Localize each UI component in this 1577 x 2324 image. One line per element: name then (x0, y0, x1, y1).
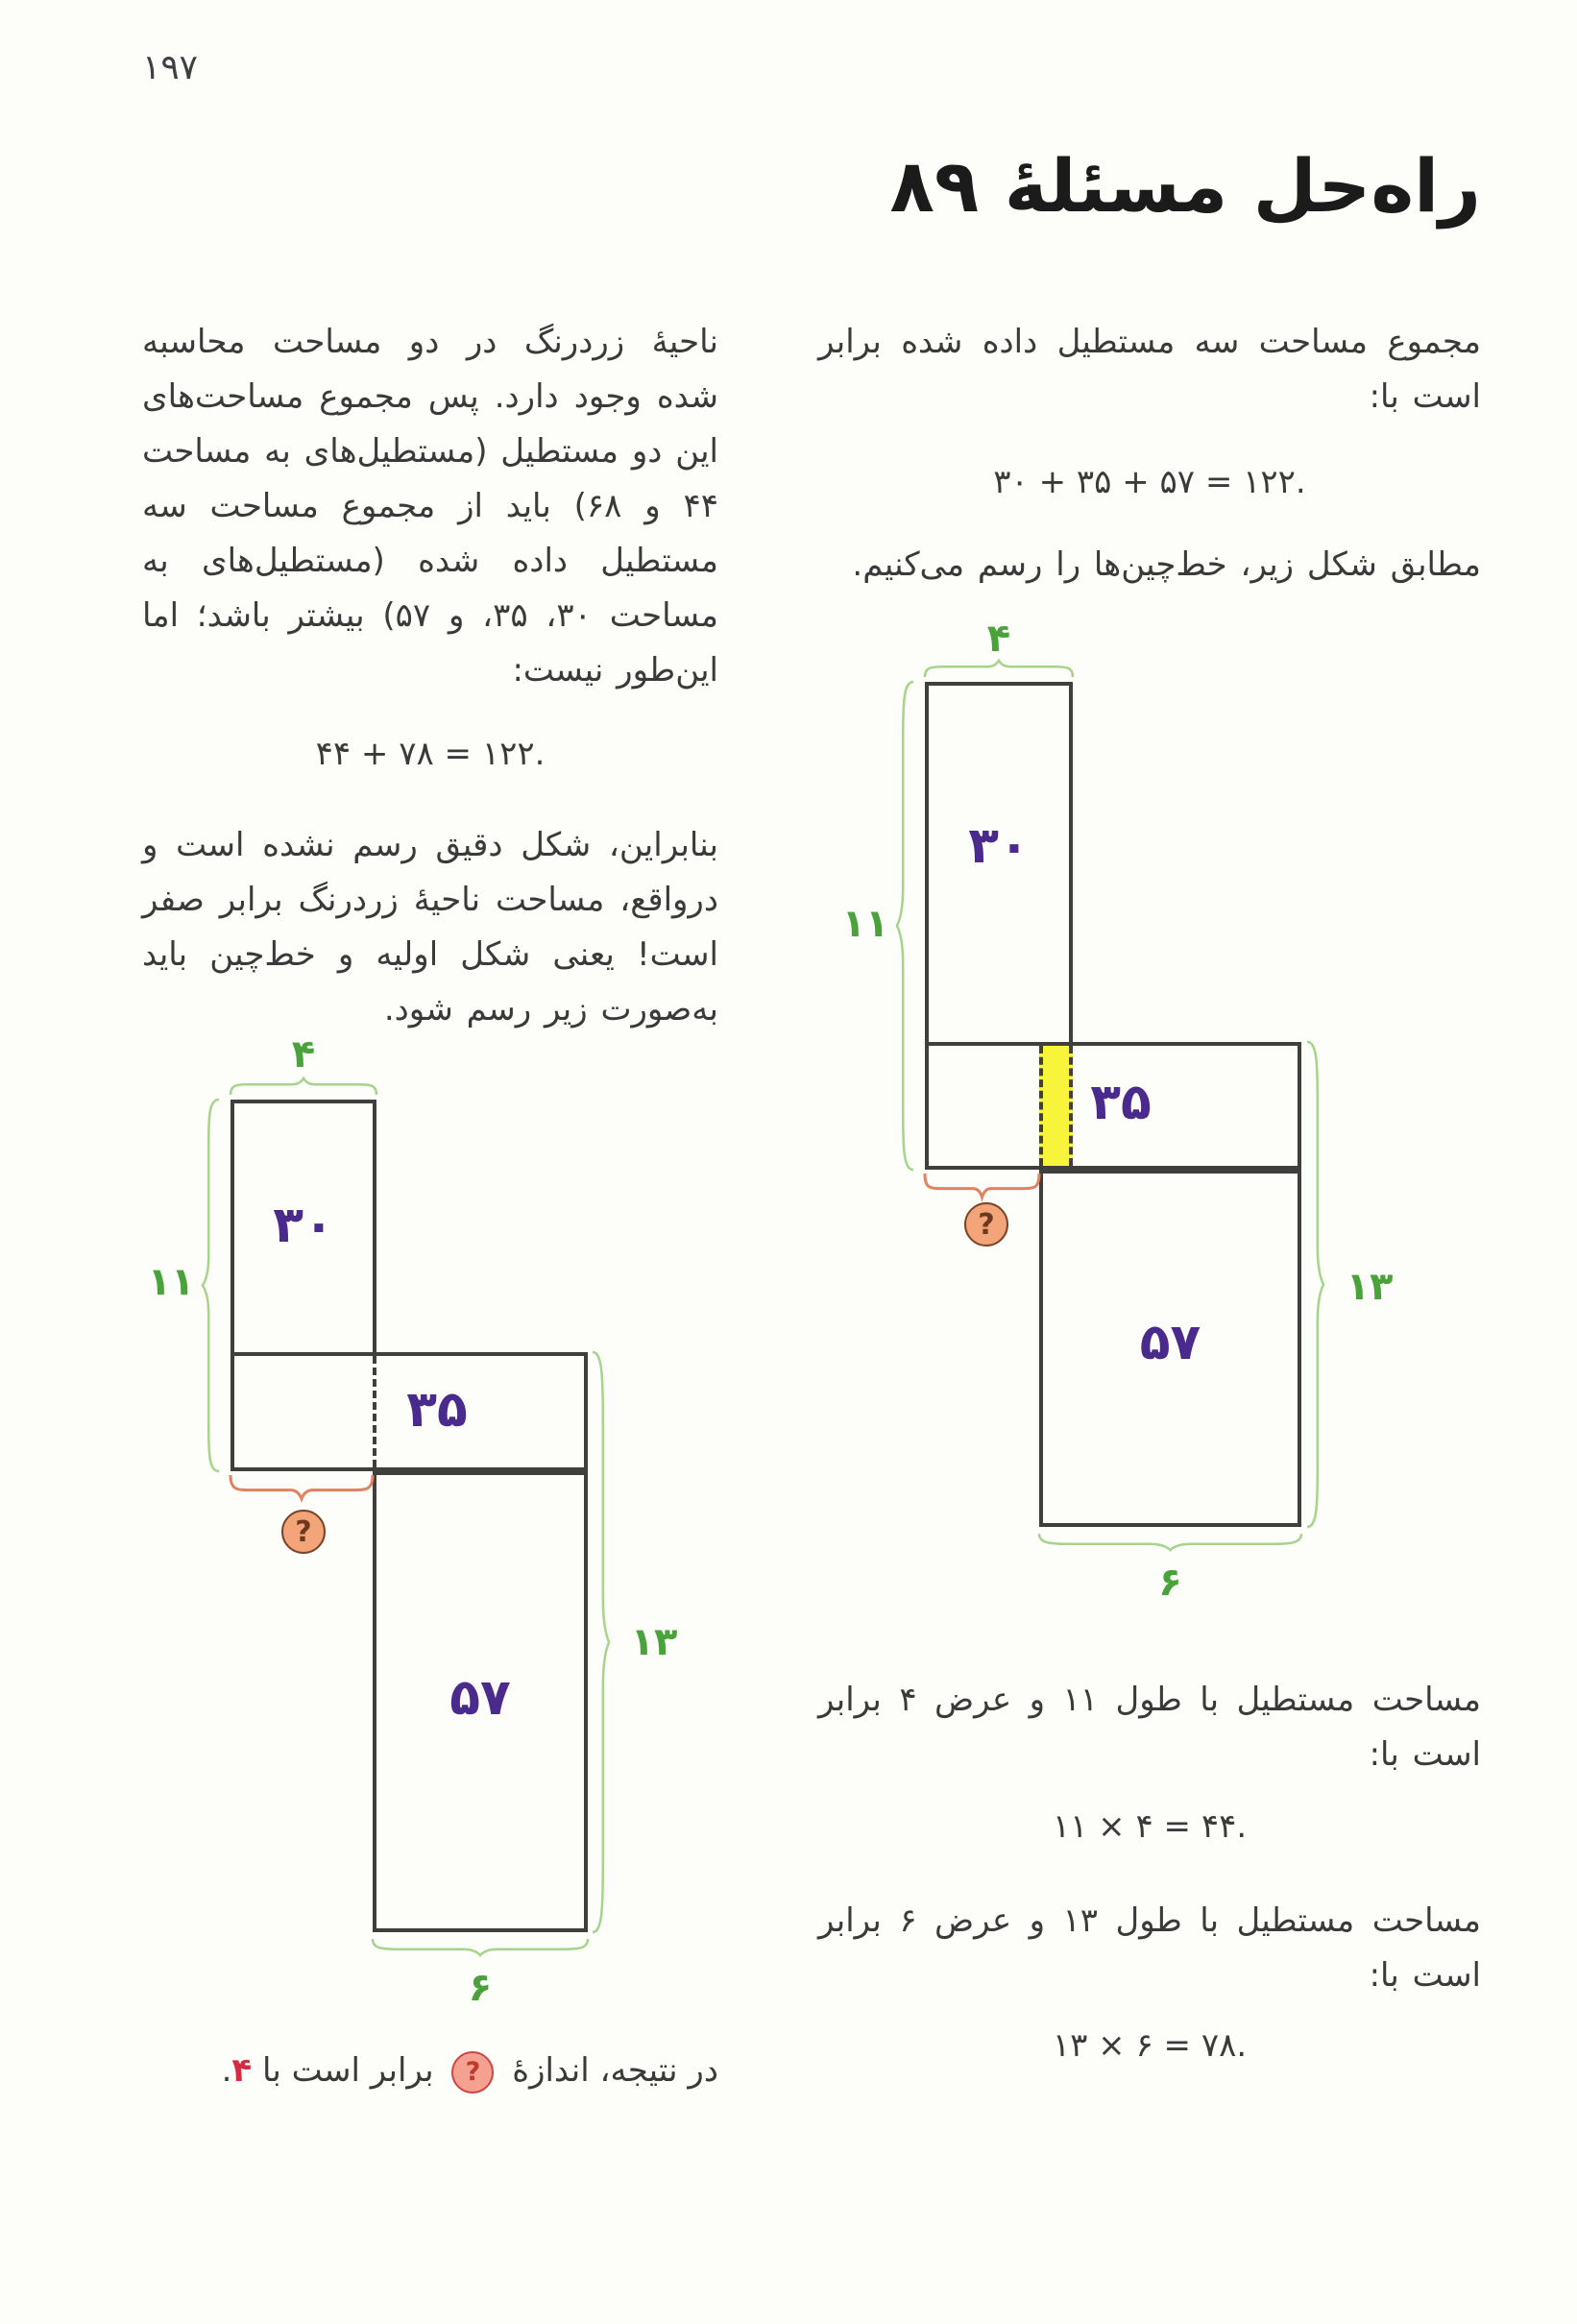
fig2-dimension-brace-left-icon (202, 1100, 219, 1471)
conclusion-line (142, 2044, 718, 2098)
fig1-question-circle: ? (964, 1202, 1008, 1247)
para-sum-intro: مجموع مساحت سه مستطیل داده شده برابر است با: (818, 323, 1481, 416)
formula-area-rect1: ۱۱ × ۴ = ۴۴. (1052, 1807, 1248, 1846)
page-number: ۱۹۷ (142, 48, 199, 87)
fig2-area-label-30: ۳۰ (273, 1197, 334, 1254)
formula-wrong-sum: ۴۴ + ۷۸ = ۱۲۲. (315, 735, 546, 773)
fig1-dimension-brace-top-icon (925, 660, 1073, 677)
fig1-dim-label-6: ۶ (1158, 1561, 1182, 1605)
fig1-area-label-35: ۳۵ (1090, 1074, 1152, 1131)
fig2-dim-label-4: ۴ (291, 1032, 316, 1077)
fig2-dim-label-6: ۶ (468, 1966, 493, 2010)
para-area-rect2: مساحت مستطیل با طول ۱۳ و عرض ۶ برابر است با: (818, 1901, 1482, 1995)
fig2-dim-label-13: ۱۳ (630, 1620, 678, 1664)
fig1-dimension-brace-bottom-icon (1039, 1534, 1301, 1551)
para-area-rect1: مساحت مستطیل با طول ۱۱ و عرض ۴ برابر است با: (818, 1681, 1482, 1774)
fig2-dimension-brace-bottom-icon (373, 1939, 588, 1956)
para-draw-dashes: مطابق شکل زیر، خط‌چین‌ها را رسم می‌کنیم. (852, 545, 1481, 584)
fig1-area-label-57: ۵۷ (1139, 1314, 1201, 1371)
fig1-dimension-brace-right-icon (1307, 1042, 1324, 1527)
para-yellow-region: ناحیهٔ زردرنگ در دو مساحت محاسبه شده وجود دارد. پس مجموع مساحت‌های این دو مستطیل (مستطیل‌های به مساحت ۴۴ و ۶۸) باید از مجموع مساحت سه مستطیل داده شده (مستطیل‌های به مساحت ۳۰، ۳۵، و ۵۷) بیشتر باشد؛ اما این‌طور نیست: (142, 323, 718, 690)
fig2-area-label-57: ۵۷ (449, 1669, 511, 1727)
question-circle-inline: ? (451, 2051, 494, 2094)
fig1-overlap-yellow-region (1039, 1046, 1073, 1166)
answer-value: ۴ (231, 2051, 253, 2090)
formula-area-rect2: ۱۳ × ۶ = ۷۸. (1052, 2026, 1248, 2065)
fig1-area-label-30: ۳۰ (968, 817, 1030, 875)
fig2-dimension-brace-top-icon (230, 1077, 376, 1095)
fig1-dimension-brace-left-icon (896, 682, 913, 1170)
fig1-dim-label-11: ۱۱ (841, 902, 889, 946)
fig1-dim-label-13: ۱۳ (1346, 1265, 1394, 1309)
formula-sum: ۳۰ + ۳۵ + ۵۷ = ۱۲۲. (993, 463, 1306, 501)
fig1-dim-label-4: ۴ (986, 617, 1011, 661)
fig2-dim-label-11: ۱۱ (147, 1260, 195, 1304)
conclusion-period: . (221, 2051, 232, 2090)
conclusion-middle: برابر است با (261, 2051, 434, 2090)
fig2-area-label-35: ۳۵ (406, 1381, 468, 1439)
fig2-question-circle: ? (281, 1510, 326, 1554)
conclusion-prefix: در نتیجه، اندازهٔ (512, 2051, 718, 2090)
fig1-unknown-brace-icon (925, 1174, 1039, 1198)
para-zero-area: بنابراین، شکل دقیق رسم نشده است و درواقع، مساحت ناحیهٔ زردرنگ برابر صفر است! یعنی شکل اولیه و خط‌چین باید به‌صورت زیر رسم شود. (142, 826, 718, 1029)
fig2-dimension-brace-right-icon (593, 1352, 610, 1932)
fig2-dashed-line (373, 1356, 376, 1467)
page-title: راه‌حل مسئلهٔ ۸۹ (889, 143, 1481, 229)
fig2-unknown-brace-icon (230, 1475, 373, 1500)
